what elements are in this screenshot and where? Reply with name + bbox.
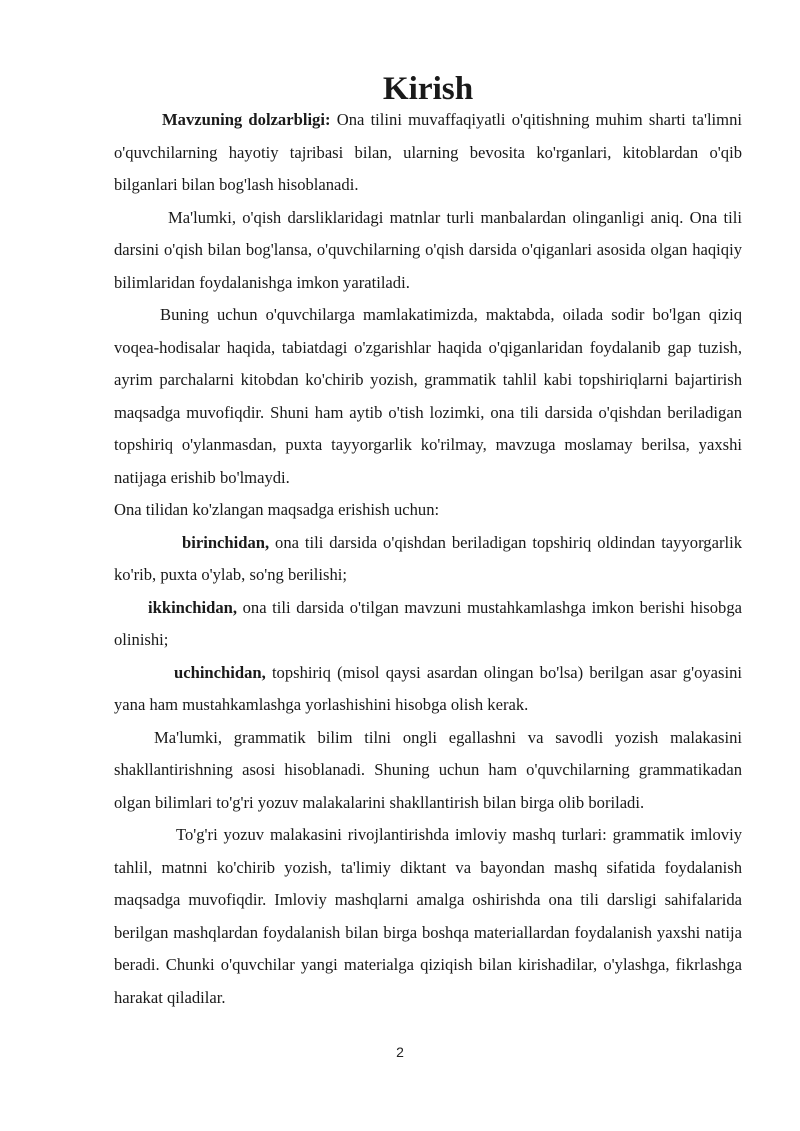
paragraph-relevance-text: Ona tilini muvaffaqiyatli o'qitishning muhim sharti ta'limni o'quvchilarning hayotiy tajribasi bilan, ularning bevosita ko'rganlari, kitoblardan o'qib bilganlari bilan bog'lash hisoblanadi.	[114, 110, 742, 194]
first-point-label: birinchidan,	[182, 532, 270, 552]
paragraph-goal-intro: Ona tilidan ko'zlangan maqsadga erishish uchun:	[114, 500, 440, 519]
first-point-text: ona tili darsida o'qishdan beriladigan topshiriq oldindan tayyorgarlik ko'rib, puxta o'ylab, so'ng berilishi;	[114, 532, 742, 584]
paragraph-spelling-exercises: To'g'ri yozuv malakasini rivojlantirishda imloviy mashq turlari: grammatik imloviy tahlil, matnni ko'chirib yozish, ta'limiy diktant va bayondan mashq sifatida foydalanish maqsadga muvofiqdir. Imloviy mashqlarni amalga oshirishda ona tili darsligi sahifalarida berilgan mashqlardan foydalanish bilan birga boshqa materiallardan foydalanish yaxshi natija beradi. Chunki o'quvchilar yangi materialga qiziqish bilan kirishadilar, o'ylashga, fikrlashga harakat qiladilar.	[114, 825, 742, 1007]
third-point-label: uchinchidan,	[174, 662, 266, 682]
paragraph-first-point	[114, 527, 742, 592]
paragraph-grammar-knowledge: Ma'lumki, grammatik bilim tilni ongli egallashni va savodli yozish malakasini shakllantirishning asosi hisoblanadi. Shuning uchun ham o'quvchilarning grammatikadan olgan bilimlari to'g'ri yozuv malakalarini shakllantirish bilan birga olib boriladi.	[114, 727, 742, 812]
paragraph-third-point	[114, 657, 742, 722]
second-point-text: ona tili darsida o'tilgan mavzuni mustahkamlashga imkon berishi hisobga olinishi;	[114, 597, 742, 649]
document-body	[114, 70, 742, 1014]
paragraph-reading-texts: Ma'lumki, o'qish darsliklaridagi matnlar turli manbalardan olinganligi aniq. Ona tili darsini o'qish bilan bog'lansa, o'quvchilarning o'qish darsida o'qiganlari asosida olgan haqiqiy bilimlaridan foydalanishga imkon yaratiladi.	[114, 207, 742, 292]
document-title: Kirish	[382, 70, 474, 107]
page-number: 2	[396, 1044, 404, 1060]
second-point-label: ikkinchidan,	[148, 597, 238, 617]
paragraph-second-point	[114, 592, 742, 657]
paragraph-relevance-heading: Mavzuning dolzarbligi:	[162, 110, 331, 129]
paragraph-relevance	[114, 104, 742, 202]
paragraph-tasks: Buning uchun o'quvchilarga mamlakatimizda, maktabda, oilada sodir bo'lgan qiziq voqea-hodisalar haqida, tabiatdagi o'zgarishlar haqida o'qiganlaridan foydalanib gap tuzish, ayrim parchalarni kitobdan ko'chirib yozish, grammatik tahlil kabi topshiriqlarni bajartirish maqsadga muvofiqdir. Shuni ham aytib o'tish lozimki, ona tili darsida o'qishdan beriladigan topshiriq o'ylanmasdan, puxta tayyorgarlik ko'rilmay, mavzuga moslamay berilsa, yaxshi natijaga erishib bo'lmaydi.	[114, 305, 742, 487]
third-point-text: topshiriq (misol qaysi asardan olingan bo'lsa) berilgan asar g'oyasini yana ham mustahkamlashga yorlashishini hisobga olish kerak.	[114, 662, 742, 714]
